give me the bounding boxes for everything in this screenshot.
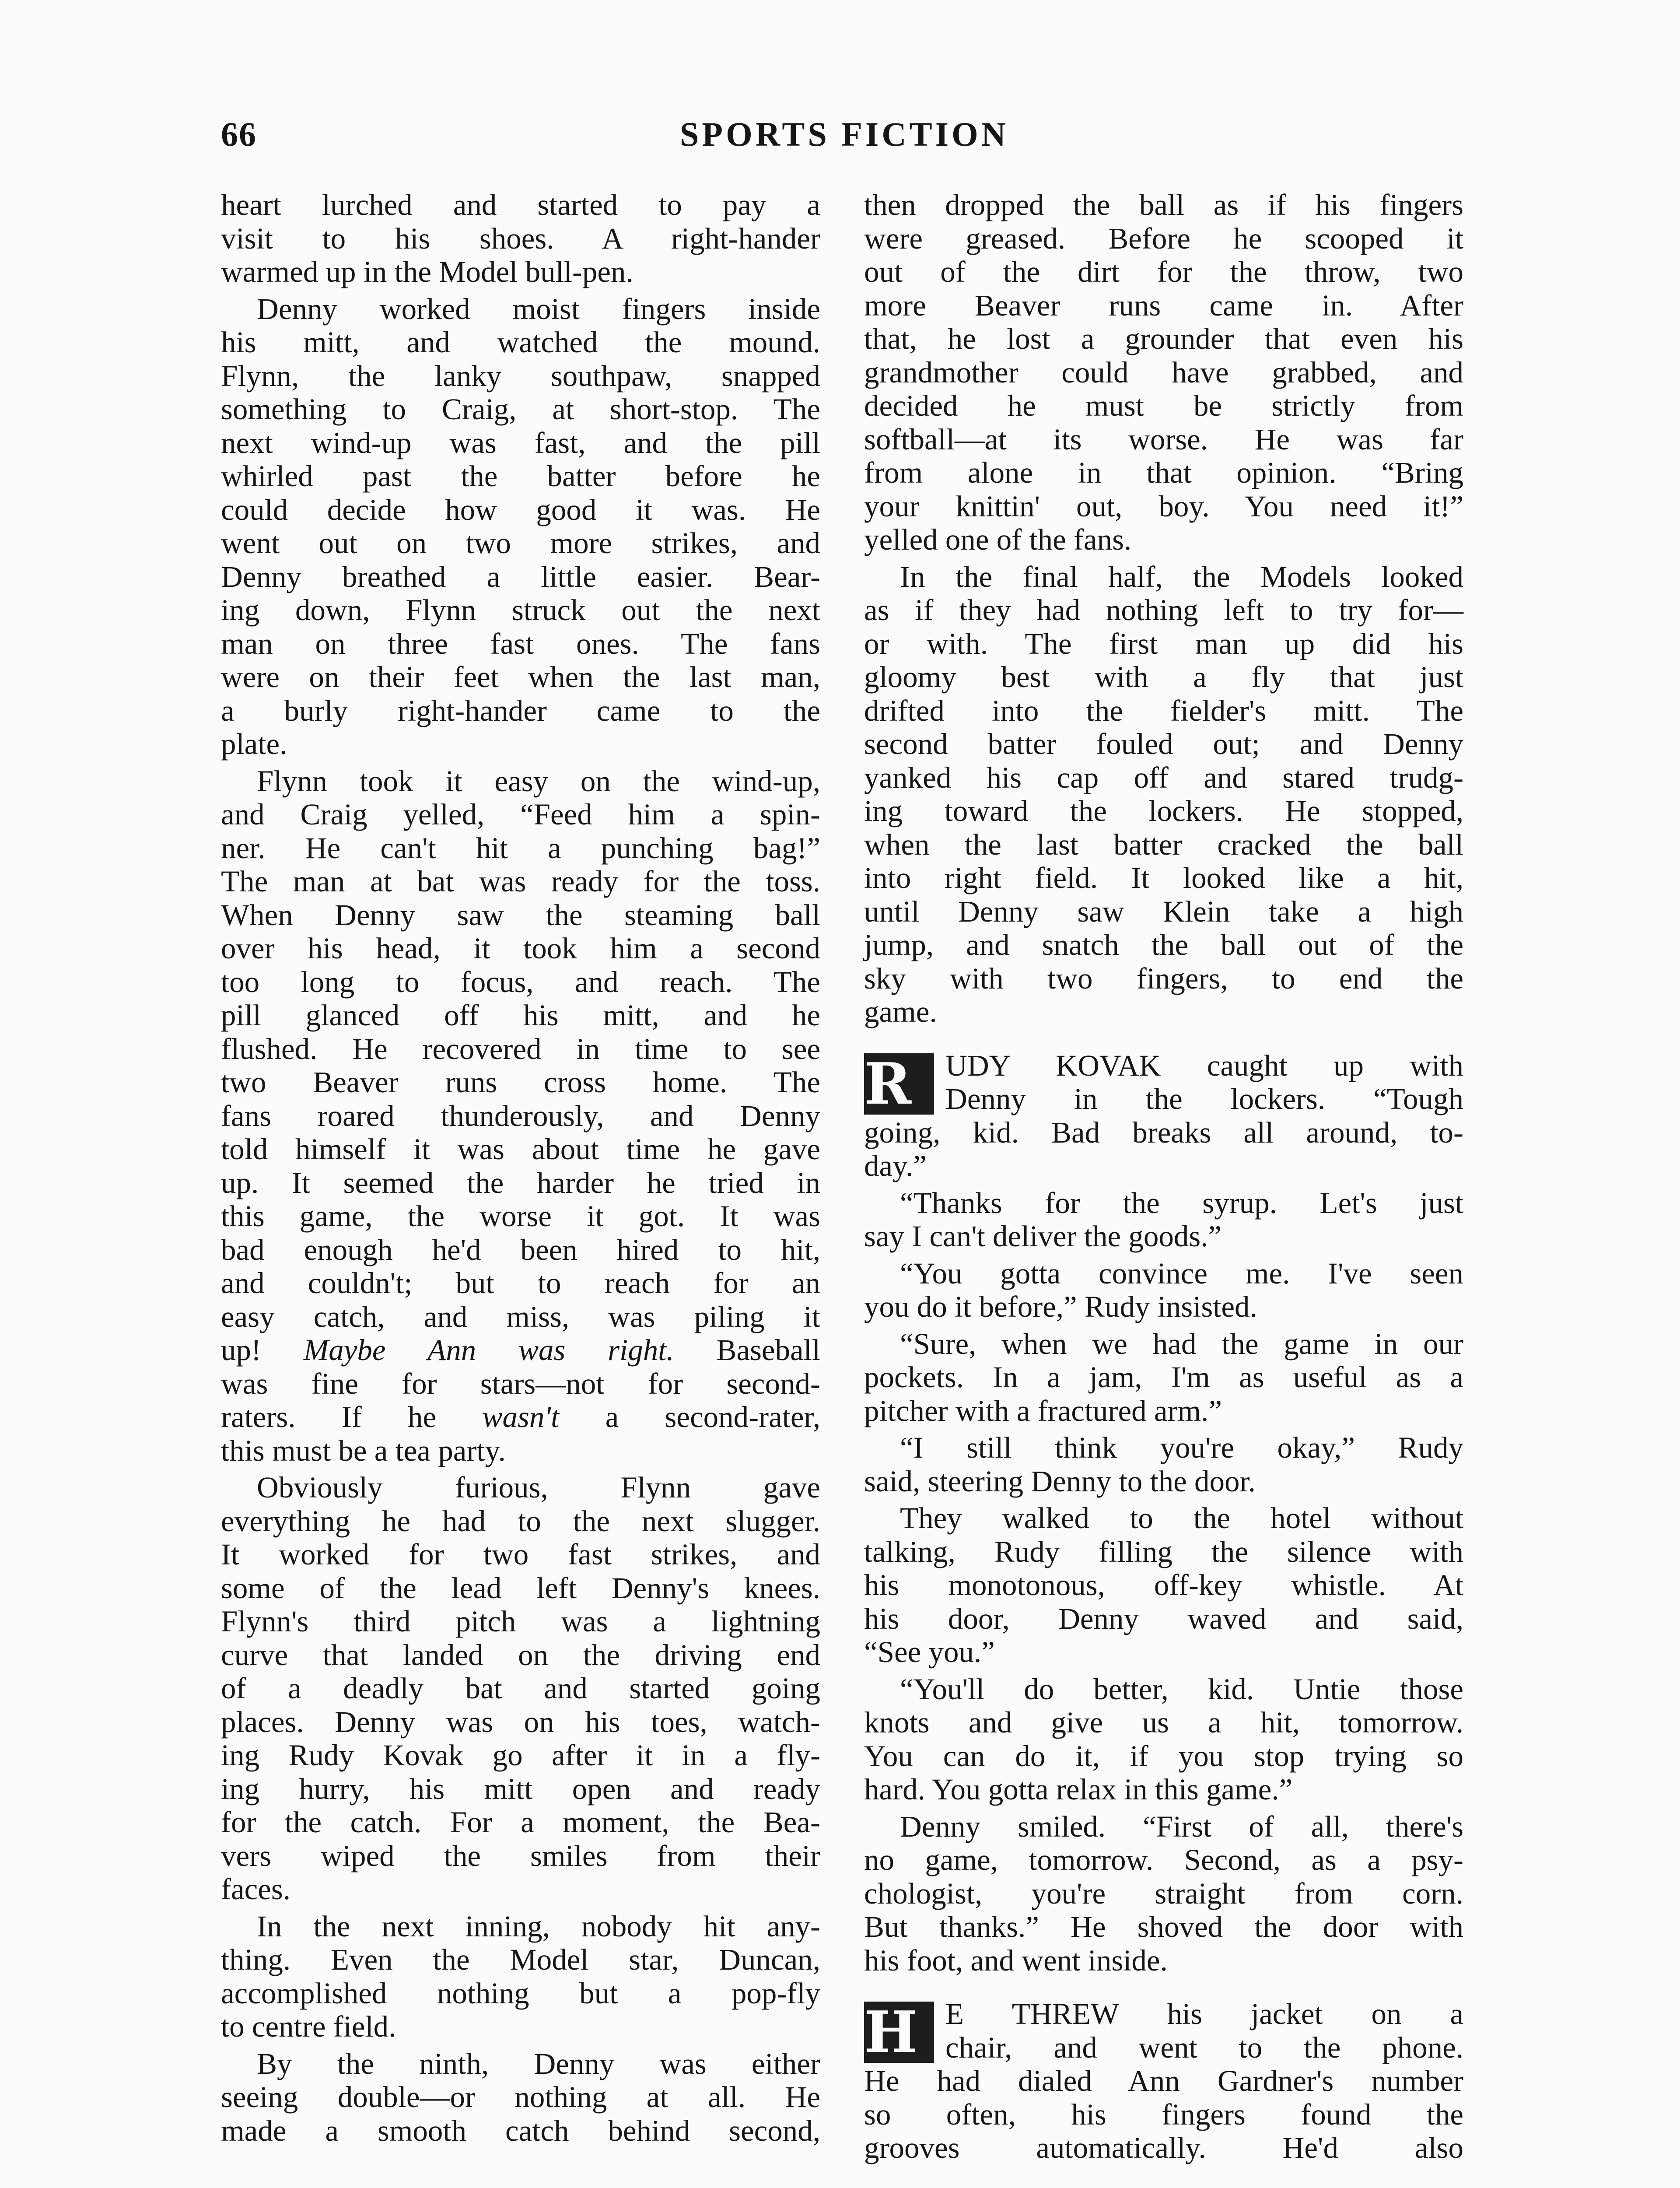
text-line: and couldn't; but to reach for an: [221, 1266, 820, 1300]
text-line: no game, tomorrow. Second, as a psy-: [864, 1843, 1463, 1876]
text-line: drifted into the fielder's mitt. The: [864, 694, 1463, 727]
text-line: over his head, it took him a second: [221, 932, 820, 965]
text-line: It worked for two fast strikes, and: [221, 1538, 820, 1571]
page-number: 66: [221, 115, 257, 153]
text-line: knots and give us a hit, tomorrow.: [864, 1706, 1463, 1739]
text-line: By the ninth, Denny was either: [257, 2047, 820, 2080]
text-line: from alone in that opinion. “Bring: [864, 456, 1463, 489]
text-line: Flynn's third pitch was a lightning: [221, 1605, 820, 1638]
text-line: accomplished nothing but a pop-fly: [221, 1976, 820, 2010]
text-line: faces.: [221, 1872, 290, 1906]
text-line: ing hurry, his mitt open and ready: [221, 1772, 820, 1806]
text-line: flushed. He recovered in time to see: [221, 1032, 820, 1066]
text-line: grandmother could have grabbed, and: [864, 355, 1463, 389]
text-line: say I can't deliver the goods.”: [864, 1220, 1222, 1253]
text-line: bad enough he'd been hired to hit,: [221, 1233, 820, 1266]
text-line: out of the dirt for the throw, two: [864, 255, 1463, 288]
paragraph: [864, 1186, 1463, 1253]
text-line: talking, Rudy filling the silence with: [864, 1535, 1463, 1568]
paragraph: [864, 1997, 1463, 2165]
text-line: But thanks.” He shoved the door with: [864, 1910, 1463, 1943]
text-line: his door, Denny waved and said,: [864, 1602, 1463, 1635]
text-line: warmed up in the Model bull-pen.: [221, 255, 634, 288]
paragraph: [864, 1327, 1463, 1428]
text-line: “You gotta convince me. I've seen: [900, 1256, 1463, 1290]
text-line: gloomy best with a fly that just: [864, 660, 1463, 694]
text-line: a burly right-hander came to the: [221, 694, 820, 727]
italic-run: Maybe Ann was right.: [303, 1333, 674, 1367]
text-line: ing down, Flynn struck out the next: [221, 593, 820, 627]
text-line: easy catch, and miss, was piling it: [221, 1300, 820, 1333]
text-line: UDY KOVAK caught up with: [945, 1048, 1463, 1082]
paragraph: [221, 188, 820, 289]
text-line: told himself it was about time he gave: [221, 1133, 820, 1166]
text-line: When Denny saw the steaming ball: [221, 898, 820, 932]
text-line: to centre field.: [221, 2010, 396, 2043]
paragraph: [221, 764, 820, 1468]
text-line: your knittin' out, boy. You need it!”: [864, 489, 1463, 523]
text-line: you do it before,” Rudy insisted.: [864, 1290, 1257, 1323]
text-run: a second-rater,: [559, 1400, 821, 1434]
paragraph: [864, 1501, 1463, 1669]
text-line: his foot, and went inside.: [864, 1943, 1168, 1977]
paragraph: [221, 1910, 820, 2044]
text-line: hard. You gotta relax in this game.”: [864, 1773, 1293, 1806]
text-run: raters. If he: [221, 1400, 483, 1434]
text-line: He had dialed Ann Gardner's number: [864, 2064, 1463, 2097]
text-line: whirled past the batter before he: [221, 459, 820, 493]
text-line: some of the lead left Denny's knees.: [221, 1571, 820, 1605]
text-line: In the next inning, nobody hit any-: [257, 1909, 820, 1943]
text-line: Flynn took it easy on the wind-up,: [257, 764, 820, 798]
text-line: into right field. It looked like a hit,: [864, 861, 1463, 894]
text-line: seeing double—or nothing at all. He: [221, 2080, 820, 2114]
text-line: made a smooth catch behind second,: [221, 2114, 820, 2147]
text-line: Flynn, the lanky southpaw, snapped: [221, 359, 820, 393]
italic-run: wasn't: [482, 1400, 560, 1434]
text-line: day.”: [864, 1149, 927, 1182]
text-line: his mitt, and watched the mound.: [221, 326, 820, 359]
text-line: game.: [864, 995, 937, 1028]
text-line: could decide how good it was. He: [221, 493, 820, 526]
text-line: jump, and snatch the ball out of the: [864, 928, 1463, 961]
text-line: that, he lost a grounder that even his: [864, 322, 1463, 355]
text-line: yanked his cap off and stared trudg-: [864, 761, 1463, 794]
right-column: [864, 188, 1463, 2168]
text-line: next wind-up was fast, and the pill: [221, 426, 820, 459]
text-line: too long to focus, and reach. The: [221, 965, 820, 999]
text-line: “I still think you're okay,” Rudy: [900, 1431, 1463, 1464]
text-line: more Beaver runs came in. After: [864, 288, 1463, 322]
paragraph: [221, 1471, 820, 1906]
text-line: until Denny saw Klein take a high: [864, 894, 1463, 928]
text-line: everything he had to the next slugger.: [221, 1504, 820, 1538]
text-line: was fine for stars—not for second-: [221, 1367, 820, 1400]
text-line: [221, 1333, 820, 1367]
paragraph: [864, 1673, 1463, 1806]
text-line: ing Rudy Kovak go after it in a fly-: [221, 1739, 820, 1772]
text-line: heart lurched and started to pay a: [221, 188, 820, 221]
text-run: up!: [221, 1333, 304, 1367]
text-line: as if they had nothing left to try for—: [864, 593, 1463, 627]
text-line: ing toward the lockers. He stopped,: [864, 794, 1463, 828]
text-line: fans roared thunderously, and Denny: [221, 1099, 820, 1133]
text-line: softball—at its worse. He was far: [864, 422, 1463, 456]
text-line: “Sure, when we had the game in our: [900, 1327, 1463, 1360]
text-line: vers wiped the smiles from their: [221, 1839, 820, 1872]
text-line: or with. The first man up did his: [864, 627, 1463, 660]
text-line: then dropped the ball as if his fingers: [864, 188, 1463, 221]
text-line: plate.: [221, 727, 287, 761]
running-title: SPORTS FICTION: [680, 115, 1009, 153]
text-line: Denny worked moist fingers inside: [257, 292, 820, 326]
text-line: places. Denny was on his toes, watch-: [221, 1705, 820, 1739]
paragraph: [864, 1431, 1463, 1498]
text-line: They walked to the hotel without: [900, 1501, 1463, 1535]
text-line: grooves automatically. He'd also: [864, 2131, 1463, 2164]
text-line: E THREW his jacket on a: [945, 1997, 1463, 2030]
left-column: [221, 188, 820, 2151]
text-line: were on their feet when the last man,: [221, 660, 820, 694]
text-line: were greased. Before he scooped it: [864, 221, 1463, 255]
text-line: two Beaver runs cross home. The: [221, 1066, 820, 1099]
text-line: sky with two fingers, to end the: [864, 961, 1463, 995]
text-line: of a deadly bat and started going: [221, 1672, 820, 1705]
paragraph: [221, 292, 820, 761]
text-line: curve that landed on the driving end: [221, 1638, 820, 1672]
page-header: [221, 115, 1468, 167]
text-line: going, kid. Bad breaks all around, to-: [864, 1115, 1463, 1149]
text-line: “You'll do better, kid. Untie those: [900, 1672, 1463, 1706]
text-line: his monotonous, off-key whistle. At: [864, 1568, 1463, 1602]
text-line: You can do it, if you stop trying so: [864, 1739, 1463, 1773]
text-line: something to Craig, at short-stop. The: [221, 393, 820, 426]
drop-cap: H: [864, 2002, 934, 2063]
text-line: Denny in the lockers. “Tough: [945, 1082, 1463, 1115]
paragraph: [864, 188, 1463, 557]
text-line: said, steering Denny to the door.: [864, 1464, 1256, 1498]
text-line: “See you.”: [864, 1635, 995, 1669]
text-line: yelled one of the fans.: [864, 523, 1132, 556]
text-line: ner. He can't hit a punching bag!”: [221, 831, 820, 865]
text-line: man on three fast ones. The fans: [221, 627, 820, 660]
paragraph: [864, 560, 1463, 1029]
text-line: second batter fouled out; and Denny: [864, 727, 1463, 761]
text-line: pitcher with a fractured arm.”: [864, 1394, 1222, 1427]
text-line: “Thanks for the syrup. Let's just: [900, 1186, 1463, 1220]
text-line: this must be a tea party.: [221, 1434, 506, 1467]
text-line: and Craig yelled, “Feed him a spin-: [221, 798, 820, 831]
text-line: chair, and went to the phone.: [945, 2030, 1463, 2064]
text-line: [221, 1400, 820, 1434]
text-line: chologist, you're straight from corn.: [864, 1876, 1463, 1910]
paragraph: [864, 1257, 1463, 1324]
text-line: Denny smiled. “First of all, there's: [900, 1809, 1463, 1843]
text-line: The man at bat was ready for the toss.: [221, 865, 820, 898]
paragraph: [221, 2047, 820, 2148]
text-line: Denny breathed a little easier. Bear-: [221, 560, 820, 593]
drop-cap: R: [864, 1053, 934, 1115]
text-line: up. It seemed the harder he tried in: [221, 1166, 820, 1199]
text-run: Baseball: [716, 1333, 821, 1367]
text-line: this game, the worse it got. It was: [221, 1199, 820, 1233]
text-line: for the catch. For a moment, the Bea-: [221, 1806, 820, 1839]
text-line: In the final half, the Models looked: [900, 560, 1463, 593]
text-line: thing. Even the Model star, Duncan,: [221, 1943, 820, 1976]
text-line: Obviously furious, Flynn gave: [257, 1471, 820, 1504]
text-line: visit to his shoes. A right-hander: [221, 221, 820, 255]
text-line: decided he must be strictly from: [864, 389, 1463, 422]
text-line: went out on two more strikes, and: [221, 526, 820, 560]
text-line: pockets. In a jam, I'm as useful as a: [864, 1360, 1463, 1394]
text-line: pill glanced off his mitt, and he: [221, 999, 820, 1032]
paragraph: [864, 1049, 1463, 1183]
paragraph: [864, 1810, 1463, 1978]
text-line: when the last batter cracked the ball: [864, 828, 1463, 861]
text-line: so often, his fingers found the: [864, 2097, 1463, 2131]
